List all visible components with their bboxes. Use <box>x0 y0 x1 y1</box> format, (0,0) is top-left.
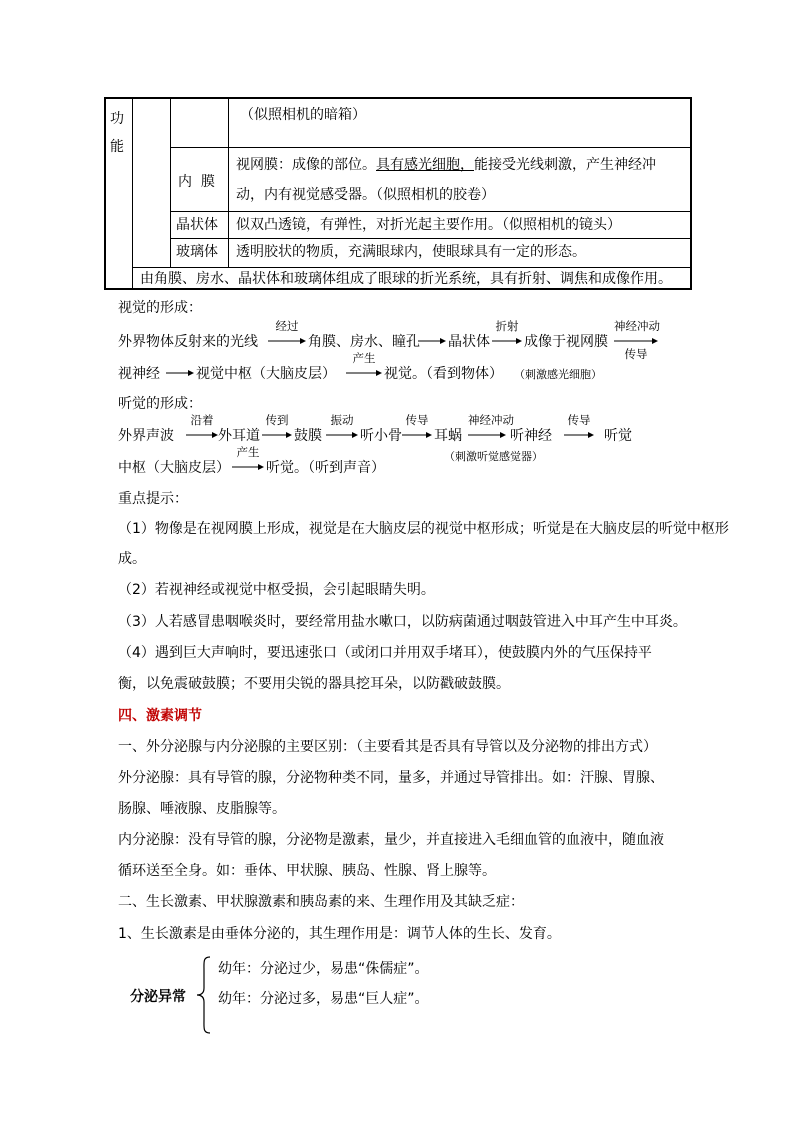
photoreceptor-text: 具有感光细胞， <box>376 157 474 173</box>
arrow-conduct-1-label: 传导 <box>405 413 429 427</box>
gigantism-line: 幼年：分泌过多，易患“巨人症”。 <box>218 991 429 1007</box>
endocrine-line2: 循环送至全身。如：垂体、甲状腺、胰岛、性腺、肾上腺等。 <box>118 863 496 879</box>
arrow-pass <box>268 319 306 348</box>
arrow-hearing-produce <box>232 445 264 474</box>
left-brace-icon <box>196 956 212 1034</box>
hearing-step-eardrum: 鼓膜 <box>294 428 322 444</box>
arrow-hearing-produce-label: 产生 <box>236 445 260 459</box>
vision-title: 视觉的形成： <box>118 300 202 316</box>
hearing-step-canal: 外耳道 <box>218 428 260 444</box>
arrow-to-center <box>166 366 194 380</box>
vision-note: （刺激感光细胞） <box>514 368 602 381</box>
arrow-along <box>186 413 218 442</box>
arrow-reach <box>262 413 292 442</box>
gland-difference: 一、外分泌腺与内分泌腺的主要区别：（主要看其是否具有导管以及分泌物的排出方式） <box>118 739 657 755</box>
hearing-step-center: 中枢（大脑皮层） <box>118 460 230 476</box>
arrow-vibrate <box>326 413 358 442</box>
tip-3: （3）人若感冒患咽喉炎时，要经常用盐水嗽口，以防病菌通过咽鼓管进入中耳产生中耳炎。 <box>118 614 687 630</box>
hearing-step-cochlea: 耳蜗 <box>434 428 462 444</box>
secretion-abnormal-label: 分泌异常 <box>130 989 186 1005</box>
arrow-conduct-2 <box>564 413 594 442</box>
tip-4-line1: （4）遇到巨大声响时，要迅速张口（或闭口并用双手堵耳），使鼓膜内外的气压保持平 <box>118 645 652 661</box>
exocrine-line1: 外分泌腺：具有导管的腺，分泌物种类不同，量多，并通过导管排出。如：汗腺、胃腺、 <box>118 770 664 786</box>
hearing-step-auditory: 听觉 <box>604 428 632 444</box>
eye-structure-table <box>104 97 692 290</box>
exocrine-line2: 肠腺、唾液腺、皮脂腺等。 <box>118 801 286 817</box>
lens-text: 似双凸透镜，有弹性，对折光起主要作用。（似照相机的镜头） <box>236 217 621 233</box>
arrow-nerve-impulse-label: 神经冲动 <box>614 319 660 333</box>
vitreous-text: 透明胶状的物质，充满眼球内，使眼球具有一定的形态。 <box>236 244 586 260</box>
vision-step-retina: 成像于视网膜 <box>524 334 608 350</box>
refractive-system-text: 由角膜、房水、晶状体和玻璃体组成了眼球的折光系统，具有折射、调焦和成像作用。 <box>140 271 672 287</box>
dwarfism-line: 幼年：分泌过少，易患“侏儒症”。 <box>218 961 429 977</box>
tips-title: 重点提示： <box>118 491 188 507</box>
tip-4-line2: 衡，以免震破鼓膜；不要用尖锐的器具挖耳朵，以防戳破鼓膜。 <box>118 676 510 692</box>
arrow-along-label: 沿着 <box>190 413 214 427</box>
retina-text-part1: 视网膜：成像的部位。 <box>236 157 376 173</box>
retina-text-line2: 动，内有视觉感受器。（似照相机的胶卷） <box>236 187 495 203</box>
dark-chamber-note: （似照相机的暗箱） <box>240 107 366 123</box>
tip-2: （2）若视神经或视觉中枢受损，会引起眼睛失明。 <box>118 582 435 598</box>
hearing-step-auditory-nerve: 听神经 <box>510 428 552 444</box>
arrow-conduct-label: 传导 <box>624 347 648 361</box>
arrow-impulse-label: 神经冲动 <box>468 413 514 427</box>
arrow-nerve-impulse <box>614 319 660 361</box>
vitreous-label: 玻璃体 <box>176 244 218 260</box>
inner-membrane-label: 内 膜 <box>178 174 215 190</box>
hearing-step-sound: 外界声波 <box>118 428 174 444</box>
arrow-vibrate-label: 振动 <box>330 413 354 427</box>
arrow-conduct-2-label: 传导 <box>567 413 591 427</box>
arrow-produce <box>346 351 382 380</box>
hormone-heading: 四、激素调节 <box>118 708 202 724</box>
vision-result: 视觉。（看到物体） <box>384 366 503 382</box>
vision-step-lens: 晶状体 <box>448 334 490 350</box>
retina-text-line1 <box>236 155 656 175</box>
arrow-produce-label: 产生 <box>352 351 376 365</box>
tip-1-line2: 成。 <box>118 551 146 567</box>
vision-step-light: 外界物体反射来的光线 <box>118 334 258 350</box>
arrow-conduct-1 <box>402 413 432 442</box>
arrow-pass-label: 经过 <box>275 319 299 333</box>
arrow-refract-label: 折射 <box>495 319 519 333</box>
arrow-impulse <box>468 413 514 442</box>
hearing-step-ossicles: 听小骨 <box>360 428 402 444</box>
function-cell-label: 功能 <box>110 111 124 155</box>
arrow-reach-label: 传到 <box>265 413 289 427</box>
lens-label: 晶状体 <box>176 217 218 233</box>
hearing-title: 听觉的形成： <box>118 396 202 412</box>
vision-step-center: 视觉中枢（大脑皮层） <box>196 366 336 382</box>
arrow-to-lens <box>418 334 446 348</box>
endocrine-line1: 内分泌腺：没有导管的腺，分泌物是激素，量少，并直接进入毛细血管的血液中，随血液 <box>118 832 664 848</box>
vision-step-cornea: 角膜、房水、瞳孔 <box>308 334 420 350</box>
arrow-refract <box>492 319 522 348</box>
hormones-subheading: 二、生长激素、甲状腺激素和胰岛素的来、生理作用及其缺乏症： <box>118 894 524 910</box>
retina-text-part3: 能接受光线刺激，产生神经冲 <box>474 157 656 173</box>
tip-1-line1: （1）物像是在视网膜上形成，视觉是在大脑皮层的视觉中枢形成；听觉是在大脑皮层的听觉中枢形 <box>118 521 729 537</box>
growth-hormone-text: 1、生长激素是由垂体分泌的，其生理作用是：调节人体的生长、发育。 <box>118 926 561 942</box>
vision-step-optic-nerve: 视神经 <box>118 366 160 382</box>
hearing-note: （刺激听觉感觉器） <box>444 450 543 463</box>
hearing-result: 听觉。（听到声音） <box>266 460 385 476</box>
